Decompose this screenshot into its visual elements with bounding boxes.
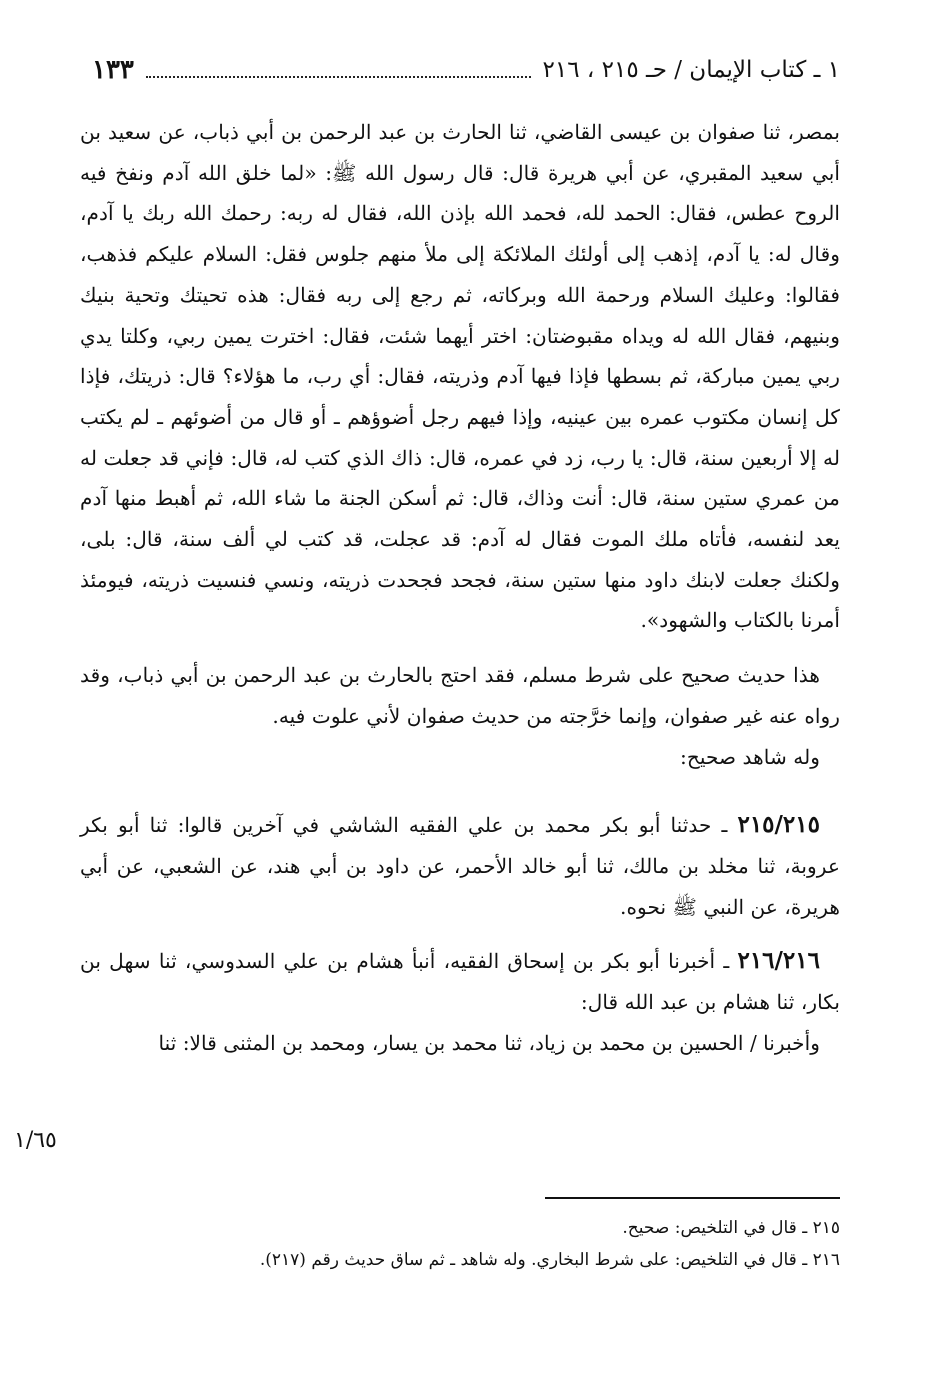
hadith-216-number: ٢١٦/٢١٦: [737, 947, 820, 975]
main-text: [80, 112, 840, 1063]
hadith-text-paragraph: بمصر، ثنا صفوان بن عيسى القاضي، ثنا الحارث بن عبد الرحمن بن أبي ذباب، عن سعيد بن أبي سعيد المقبري، عن أبي هريرة قال: قال رسول الله ﷺ: «لما خلق الله آدم ونفخ فيه الروح عطس، فقال: الحمد لله، فحمد الله بإذن الله، فقال له ربه: رحمك الله ربك يا آدم، وقال له: يا آدم، إذهب إلى أولئك الملائكة إلى ملأ منهم جلوس فقل: السلام عليكم فذهب، فقالوا: وعليك السلام ورحمة الله وبركاته، ثم رجع إلى ربه فقال: هذه تحيتك وتحية بنيك وبنيهم، فقال الله له ويداه مقبوضتان: اختر أيهما شئت، فقال: اخترت يمين ربي، وكلتا يدي ربي يمين مباركة، ثم بسطها فإذا فيها آدم وذريته، فقال: أي رب، ما هؤلاء؟ قال: ذريتك، فإذا كل إنسان مكتوب عمره بين عينيه، وإذا فيهم رجل أضوؤهم ـ أو قال من أضوئهم ـ لم يكتب له إلا أربعين سنة، قال: يا رب، زد في عمره، قال: ذاك الذي كتب له، قال: فإني قد جعلت له من عمري ستين سنة، قال: أنت وذاك، قال: ثم أسكن الجنة ما شاء الله، ثم أهبط منها آدم يعد لنفسه، فأتاه ملك الموت فقال له آدم: قد عجلت، قد كتب لي ألف سنة، قال: بلى، ولكنك جعلت لابنك داود منها ستين سنة، فجحد فجحدت ذريته، ونسي فنسيت ذريته، فيومئذ أمرنا بالكتاب والشهود».: [80, 120, 840, 633]
hadith-216-continuation: وأخبرنا / الحسين بن محمد بن زياد، ثنا محمد بن يسار، ومحمد بن المثنى قالا: ثنا: [158, 1030, 820, 1055]
commentary-paragraph: هذا حديث صحيح على شرط مسلم، فقد احتج بالحارث بن عبد الرحمن بن أبي ذباب، وقد رواه عنه غير صفوان، وإنما خرَّجته من حديث صفوان لأني علوت فيه.: [80, 663, 840, 728]
running-head: ١ ـ كتاب الإيمان / حـ ٢١٥ ، ٢١٦: [542, 57, 840, 83]
margin-volume-note: ١/٦٥: [14, 1128, 57, 1153]
hadith-215: [80, 805, 840, 927]
page-number: ١٣٣: [92, 55, 134, 85]
page-header: [92, 50, 840, 91]
footnote-216: ٢١٦ ـ قال في التلخيص: على شرط البخاري. وله شاهد ـ ثم ساق حديث رقم (٢١٧).: [259, 1250, 840, 1270]
footnote-divider: [545, 1197, 840, 1199]
dotted-leader: [146, 62, 531, 78]
witness-line: وله شاهد صحيح:: [680, 744, 820, 769]
hadith-216-text: ـ أخبرنا أبو بكر بن إسحاق الفقيه، أنبأ هشام بن علي السدوسي، ثنا سهل بن بكار، ثنا هشام بن عبد الله قال:: [80, 949, 840, 1015]
hadith-215-text: ـ حدثنا أبو بكر محمد بن علي الفقيه الشاشي في آخرين قالوا: ثنا أبو بكر عروبة، ثنا مخلد بن مالك، ثنا أبو خالد الأحمر، عن داود بن أبي هند، عن الشعبي، عن أبي هريرة، عن النبي ﷺ نحوه.: [80, 813, 840, 919]
hadith-215-number: ٢١٥/٢١٥: [737, 811, 820, 839]
hadith-216: [80, 941, 840, 1022]
footnote-215: ٢١٥ ـ قال في التلخيص: صحيح.: [622, 1218, 840, 1238]
footnotes: [80, 1212, 840, 1276]
